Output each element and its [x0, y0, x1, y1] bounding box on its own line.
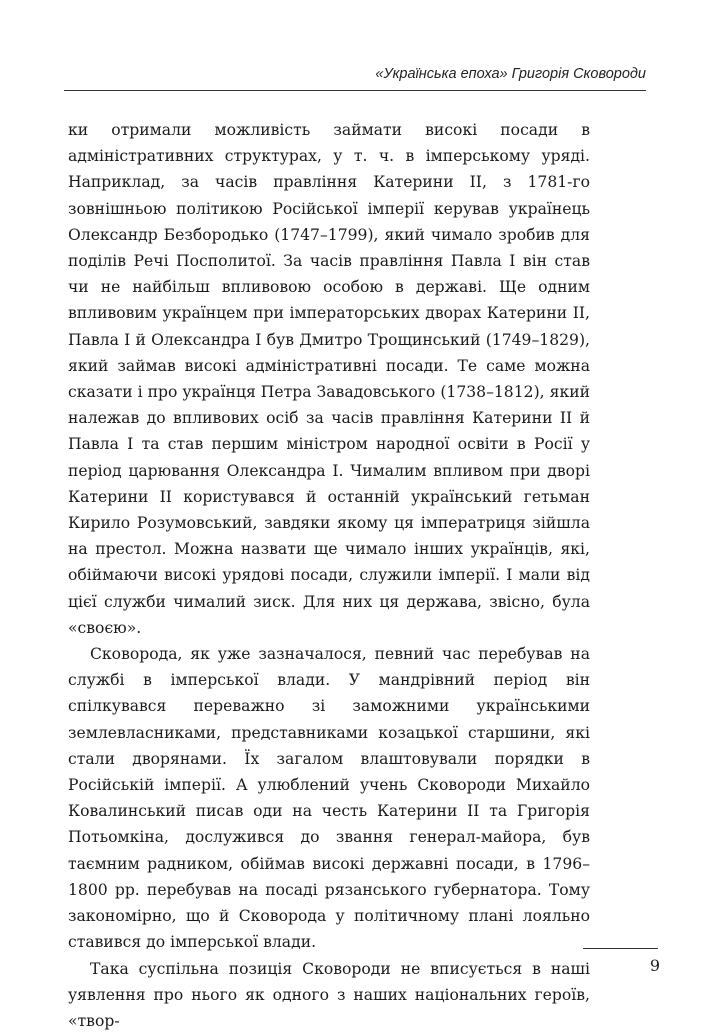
paragraph-3: Така суспільна позиція Сковороди не вписується в наші уявлення про нього як одного з наших національних героїв, «твор- [68, 956, 590, 1034]
page-number: 9 [620, 955, 660, 977]
body-text [68, 117, 590, 1034]
paragraph-2: Сковорода, як уже зазначалося, певний час перебував на службі в імперської влади. У мандрівний період він спілкувався переважно зі заможними українськими землевласниками, представниками козацької старшини, які стали дворянами. Їх загалом влаштовували порядки в Російській імперії. А улюблений учень Сковороди Михайло Ковалинський писав оди на честь Катерини II та Григорія Потьомкіна, дослужився до звання генерал-майора, був таємним радником, обіймав високі державні посади, в 1796–1800 рр. перебував на посаді рязанського губернатора. Тому закономірно, що й Сковорода у політичному плані лояльно ставився до імперської влади. [68, 641, 590, 955]
footer-rule [583, 948, 658, 949]
paragraph-1: ки отримали можливість займати високі посади в адміністративних структурах, у т. ч. в імперському уряді. Наприклад, за часів правління Катерини II, з 1781-го зовнішньою політикою Російської імперії керував українець Олександр Безбородько (1747–1799), який чимало зробив для поділів Речі Посполитої. За часів правління Павла I він став чи не найбільш впливовою особою в державі. Ще одним впливовим українцем при імператорських дворах Катерини II, Павла I й Олександра I був Дмитро Трощинський (1749–1829), який займав високі адміністративні посади. Те саме можна сказати і про українця Петра Завадовського (1738–1812), який належав до впливових осіб за часів правління Катерини II й Павла I та став першим міністром народної освіти в Росії у період царювання Олександра I. Чималим впливом при дворі Катерини II користувався й останній український гетьман Кирило Розумовський, завдяки якому ця імператриця зійшла на престол. Можна назвати ще чимало інших українців, які, обіймаючи високі урядові посади, служили імперії. І мали від цієї служби чималий зиск. Для них ця держава, звісно, була «своєю». [68, 117, 590, 641]
header-rule [64, 90, 646, 91]
running-header: «Українська епоха» Григорія Сковороди [64, 64, 646, 84]
